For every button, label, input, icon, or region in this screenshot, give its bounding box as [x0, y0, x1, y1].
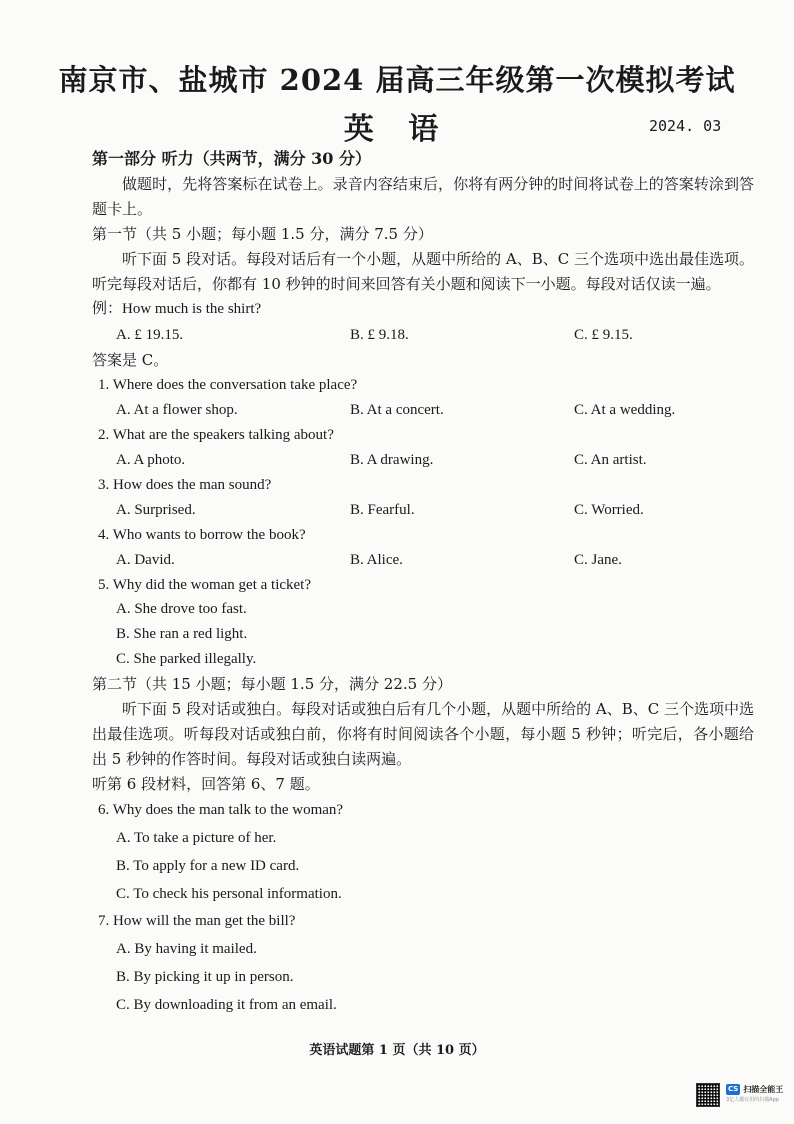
option-a: A. David. — [116, 552, 175, 568]
scanner-watermark — [696, 1078, 788, 1112]
watermark-label — [726, 1084, 783, 1095]
example-options — [116, 322, 754, 348]
section1-instructions: 听下面 5 段对话。每段对话后有一个小题，从题中所给的 A、B、C 三个选项中选出最佳选项。听完每段对话后，你都有 10 秒钟的时间来回答有关小题和阅读下一小题。每段对话仅读一遍。 — [92, 250, 754, 293]
option-a: A. Surprised. — [116, 502, 196, 518]
exam-date: 2024. 03 — [649, 117, 722, 135]
section1-heading: 第一节（共 5 小题；每小题 1.5 分，满分 7.5 分） — [92, 225, 433, 243]
question-stem: 4. Who wants to borrow the book? — [98, 527, 306, 543]
option-c: C. By downloading it from an email. — [116, 997, 337, 1013]
question-options — [116, 447, 754, 473]
question-stem: 3. How does the man sound? — [98, 477, 272, 493]
example-question — [92, 297, 754, 373]
option-b: B. At a concert. — [350, 402, 444, 418]
option-b: B. To apply for a new ID card. — [116, 858, 300, 874]
example-answer: 答案是 C。 — [92, 351, 169, 369]
part1-title: 第一部分 听力（共两节，满分 30 分） — [92, 149, 371, 168]
watermark-label-text: 扫描全能王 — [743, 1085, 784, 1094]
question-stem: 5. Why did the woman get a ticket? — [98, 577, 311, 593]
section2-instructions: 听下面 5 段对话或独白。每段对话或独白后有几个小题，从题中所给的 A、B、C 三个选项中选出最佳选项。听每段对话或独白前，你将有时间阅读各个小题，每小题 5 秒钟；听完后，各小题给出 5 秒钟的作答时间。每段对话或独白读两遍。 — [92, 700, 754, 768]
option-c: C. Worried. — [574, 502, 644, 518]
option-a: A. To take a picture of her. — [116, 830, 277, 846]
option-b: B. Alice. — [350, 552, 403, 568]
option-b: B. She ran a red light. — [116, 626, 248, 642]
question-5 — [92, 573, 754, 672]
question-stem: 7. How will the man get the bill? — [98, 913, 296, 929]
question-options — [116, 497, 754, 523]
option-c: C. An artist. — [574, 452, 647, 468]
question-options — [116, 547, 754, 573]
option-c: C. £ 9.15. — [574, 327, 633, 343]
qr-code-icon — [696, 1083, 720, 1107]
option-c: C. To check his personal information. — [116, 886, 342, 902]
part1-intro: 做题时，先将答案标在试卷上。录音内容结束后，你将有两分钟的时间将试卷上的答案转涂到答题卡上。 — [92, 175, 754, 218]
option-a: A. A photo. — [116, 452, 186, 468]
question-3 — [92, 473, 754, 523]
option-c: C. She parked illegally. — [116, 651, 257, 667]
option-c: C. Jane. — [574, 552, 622, 568]
watermark-text — [726, 1084, 783, 1106]
question-2 — [92, 423, 754, 473]
question-7 — [92, 908, 754, 1019]
option-c: C. At a wedding. — [574, 402, 676, 418]
option-a: A. By having it mailed. — [116, 941, 257, 957]
option-b: B. By picking it up in person. — [116, 969, 294, 985]
question-4 — [92, 523, 754, 573]
section2-heading: 第二节（共 15 小题；每小题 1.5 分，满分 22.5 分） — [92, 675, 452, 693]
question-6 — [92, 797, 754, 908]
example-stem: 例：How much is the shirt? — [92, 301, 262, 317]
question-stem: 2. What are the speakers talking about? — [98, 427, 334, 443]
option-b: B. A drawing. — [350, 452, 434, 468]
option-a: A. £ 19.15. — [116, 327, 184, 343]
cs-logo-icon: CS — [728, 1085, 739, 1093]
watermark-subtext: 3亿人都在用的扫描App — [726, 1097, 779, 1103]
group-note: 听第 6 段材料，回答第 6、7 题。 — [92, 775, 320, 793]
option-b: B. £ 9.18. — [350, 327, 409, 343]
exam-title: 南京市、盐城市 2024 届高三年级第一次模拟考试 — [58, 63, 736, 97]
page-footer: 英语试题第 1 页（共 10 页） — [309, 1043, 485, 1058]
question-1 — [92, 373, 754, 423]
exam-content — [92, 146, 754, 1019]
option-a: A. She drove too fast. — [116, 601, 247, 617]
subject-title: 英 语 — [343, 112, 451, 147]
option-b: B. Fearful. — [350, 502, 415, 518]
question-stem: 6. Why does the man talk to the woman? — [98, 802, 344, 818]
option-a: A. At a flower shop. — [116, 402, 238, 418]
question-stem: 1. Where does the conversation take place? — [98, 377, 358, 393]
question-options — [116, 397, 754, 423]
